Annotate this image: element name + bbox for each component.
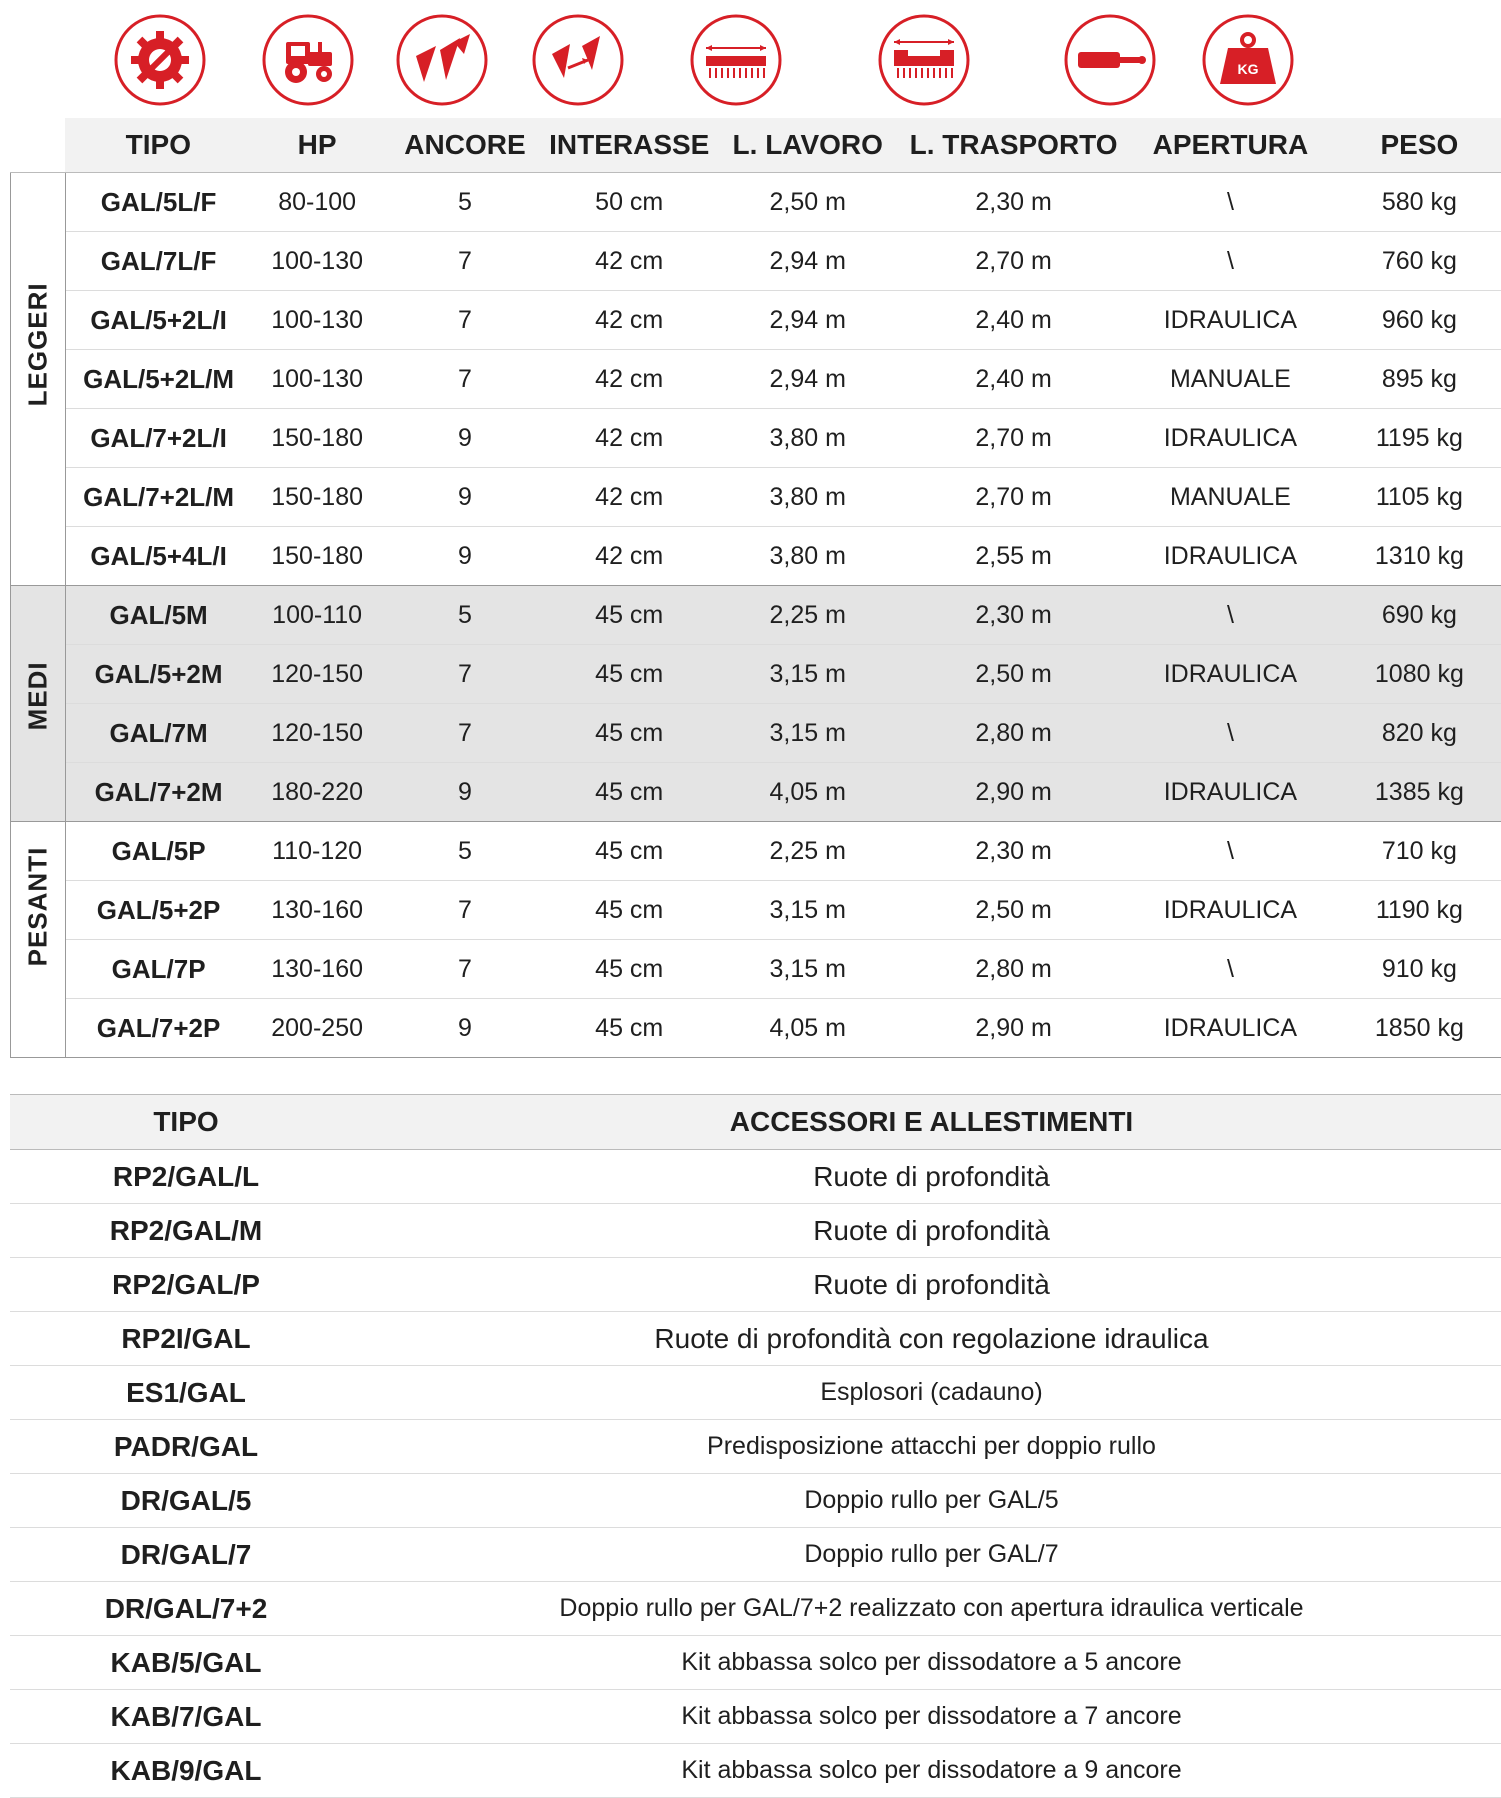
spec-row xyxy=(11,350,1501,409)
cell-ancore: 9 xyxy=(383,527,547,586)
cell-tipo: GAL/5+2L/I xyxy=(65,291,251,350)
accessory-code: DR/GAL/5 xyxy=(10,1474,362,1528)
cell-hp: 100-110 xyxy=(251,586,382,645)
tractor-icon xyxy=(260,12,356,108)
cell-trasporto: 2,90 m xyxy=(904,999,1123,1058)
cell-peso: 960 kg xyxy=(1338,291,1501,350)
accessory-row xyxy=(10,1636,1501,1690)
cell-apertura: IDRAULICA xyxy=(1123,409,1338,468)
cell-ancore: 5 xyxy=(383,173,547,232)
cell-peso: 1195 kg xyxy=(1338,409,1501,468)
cell-ancore: 7 xyxy=(383,881,547,940)
specs-header-row xyxy=(11,118,1501,173)
cell-lavoro: 3,15 m xyxy=(711,645,904,704)
cell-ancore: 9 xyxy=(383,763,547,822)
cell-lavoro: 3,80 m xyxy=(711,527,904,586)
cell-peso: 1080 kg xyxy=(1338,645,1501,704)
weight-icon xyxy=(1200,12,1296,108)
cell-apertura: IDRAULICA xyxy=(1123,881,1338,940)
cell-trasporto: 2,30 m xyxy=(904,586,1123,645)
spec-row xyxy=(11,468,1501,527)
cell-trasporto: 2,70 m xyxy=(904,468,1123,527)
cell-ancore: 9 xyxy=(383,468,547,527)
header-blank xyxy=(11,118,66,173)
cell-ancore: 7 xyxy=(383,232,547,291)
anchors-icon xyxy=(394,12,490,108)
spec-row xyxy=(11,999,1501,1058)
cell-peso: 710 kg xyxy=(1338,822,1501,881)
cell-tipo: GAL/7+2L/M xyxy=(65,468,251,527)
cell-trasporto: 2,40 m xyxy=(904,350,1123,409)
accessory-code: RP2/GAL/M xyxy=(10,1204,362,1258)
cell-tipo: GAL/7+2P xyxy=(65,999,251,1058)
cell-peso: 895 kg xyxy=(1338,350,1501,409)
spec-row xyxy=(11,940,1501,999)
cell-apertura: \ xyxy=(1123,704,1338,763)
accessory-row xyxy=(10,1690,1501,1744)
accessory-row xyxy=(10,1258,1501,1312)
accessory-row xyxy=(10,1582,1501,1636)
accessories-table xyxy=(10,1094,1501,1798)
cell-ancore: 7 xyxy=(383,940,547,999)
cell-trasporto: 2,30 m xyxy=(904,822,1123,881)
accessory-code: RP2/GAL/P xyxy=(10,1258,362,1312)
spec-row xyxy=(11,586,1501,645)
cell-interasse: 45 cm xyxy=(547,763,711,822)
cell-apertura: IDRAULICA xyxy=(1123,763,1338,822)
cell-lavoro: 4,05 m xyxy=(711,763,904,822)
cell-apertura: IDRAULICA xyxy=(1123,527,1338,586)
cell-hp: 100-130 xyxy=(251,232,382,291)
cell-hp: 100-130 xyxy=(251,350,382,409)
cell-apertura: MANUALE xyxy=(1123,350,1338,409)
cell-peso: 910 kg xyxy=(1338,940,1501,999)
header-tipo: TIPO xyxy=(65,118,251,173)
cell-trasporto: 2,55 m xyxy=(904,527,1123,586)
cell-trasporto: 2,70 m xyxy=(904,232,1123,291)
header-acc-desc: ACCESSORI E ALLESTIMENTI xyxy=(362,1095,1501,1150)
cell-interasse: 45 cm xyxy=(547,586,711,645)
cell-hp: 80-100 xyxy=(251,173,382,232)
accessory-description: Ruote di profondità xyxy=(362,1150,1501,1204)
cell-tipo: GAL/5+2P xyxy=(65,881,251,940)
cell-interasse: 42 cm xyxy=(547,468,711,527)
cell-lavoro: 2,94 m xyxy=(711,291,904,350)
cell-trasporto: 2,40 m xyxy=(904,291,1123,350)
header-ancore: ANCORE xyxy=(383,118,547,173)
cell-apertura: IDRAULICA xyxy=(1123,999,1338,1058)
cell-hp: 100-130 xyxy=(251,291,382,350)
group-label-text: PESANTI xyxy=(22,913,53,967)
cell-lavoro: 3,80 m xyxy=(711,468,904,527)
cell-lavoro: 2,94 m xyxy=(711,350,904,409)
cell-hp: 130-160 xyxy=(251,940,382,999)
cell-peso: 1310 kg xyxy=(1338,527,1501,586)
cell-apertura: \ xyxy=(1123,173,1338,232)
header-peso: PESO xyxy=(1338,118,1501,173)
cell-interasse: 45 cm xyxy=(547,822,711,881)
group-label-text: MEDI xyxy=(22,677,53,731)
cell-tipo: GAL/7M xyxy=(65,704,251,763)
cell-peso: 1105 kg xyxy=(1338,468,1501,527)
accessory-description: Kit abbassa solco per dissodatore a 7 ancore xyxy=(362,1690,1501,1744)
accessory-row xyxy=(10,1528,1501,1582)
accessory-description: Doppio rullo per GAL/5 xyxy=(362,1474,1501,1528)
accessory-code: RP2I/GAL xyxy=(10,1312,362,1366)
cell-peso: 690 kg xyxy=(1338,586,1501,645)
header-interasse: INTERASSE xyxy=(547,118,711,173)
cell-peso: 1385 kg xyxy=(1338,763,1501,822)
cell-interasse: 42 cm xyxy=(547,232,711,291)
spec-row xyxy=(11,409,1501,468)
accessory-code: KAB/7/GAL xyxy=(10,1690,362,1744)
cell-lavoro: 3,15 m xyxy=(711,704,904,763)
cell-ancore: 9 xyxy=(383,999,547,1058)
accessory-description: Kit abbassa solco per dissodatore a 9 ancore xyxy=(362,1744,1501,1798)
cell-lavoro: 3,15 m xyxy=(711,881,904,940)
icon-row xyxy=(60,0,1501,118)
cell-apertura: IDRAULICA xyxy=(1123,645,1338,704)
group-label xyxy=(11,822,66,1058)
cell-trasporto: 2,70 m xyxy=(904,409,1123,468)
cell-peso: 580 kg xyxy=(1338,173,1501,232)
cell-trasporto: 2,90 m xyxy=(904,763,1123,822)
accessory-description: Doppio rullo per GAL/7 xyxy=(362,1528,1501,1582)
cell-hp: 150-180 xyxy=(251,409,382,468)
cell-apertura: MANUALE xyxy=(1123,468,1338,527)
cell-peso: 760 kg xyxy=(1338,232,1501,291)
cell-trasporto: 2,30 m xyxy=(904,173,1123,232)
cell-apertura: \ xyxy=(1123,822,1338,881)
cell-lavoro: 2,50 m xyxy=(711,173,904,232)
cell-interasse: 45 cm xyxy=(547,645,711,704)
hydraulic-cylinder-icon xyxy=(1062,12,1158,108)
cell-ancore: 9 xyxy=(383,409,547,468)
cell-interasse: 45 cm xyxy=(547,940,711,999)
cell-ancore: 7 xyxy=(383,704,547,763)
cell-lavoro: 2,25 m xyxy=(711,586,904,645)
cell-tipo: GAL/7+2L/I xyxy=(65,409,251,468)
cell-interasse: 42 cm xyxy=(547,350,711,409)
spec-row xyxy=(11,173,1501,232)
accessory-code: KAB/9/GAL xyxy=(10,1744,362,1798)
cell-interasse: 45 cm xyxy=(547,704,711,763)
accessory-row xyxy=(10,1420,1501,1474)
spec-row xyxy=(11,822,1501,881)
cell-interasse: 42 cm xyxy=(547,291,711,350)
accessory-description: Esplosori (cadauno) xyxy=(362,1366,1501,1420)
accessory-row xyxy=(10,1744,1501,1798)
group-label xyxy=(11,586,66,822)
weight-icon-label: KG xyxy=(1238,61,1259,77)
accessory-row xyxy=(10,1204,1501,1258)
cell-interasse: 50 cm xyxy=(547,173,711,232)
cell-tipo: GAL/5P xyxy=(65,822,251,881)
cell-hp: 120-150 xyxy=(251,704,382,763)
accessory-description: Ruote di profondità xyxy=(362,1204,1501,1258)
cell-lavoro: 2,25 m xyxy=(711,822,904,881)
accessory-row xyxy=(10,1474,1501,1528)
cell-ancore: 7 xyxy=(383,350,547,409)
cell-ancore: 7 xyxy=(383,291,547,350)
cell-hp: 150-180 xyxy=(251,468,382,527)
accessory-code: KAB/5/GAL xyxy=(10,1636,362,1690)
cell-tipo: GAL/5M xyxy=(65,586,251,645)
cell-peso: 1190 kg xyxy=(1338,881,1501,940)
spec-row xyxy=(11,881,1501,940)
cell-ancore: 5 xyxy=(383,822,547,881)
header-hp: HP xyxy=(251,118,382,173)
cell-trasporto: 2,80 m xyxy=(904,704,1123,763)
cell-tipo: GAL/5+4L/I xyxy=(65,527,251,586)
accessory-row xyxy=(10,1366,1501,1420)
cell-tipo: GAL/5+2L/M xyxy=(65,350,251,409)
accessory-description: Ruote di profondità con regolazione idraulica xyxy=(362,1312,1501,1366)
cell-tipo: GAL/7L/F xyxy=(65,232,251,291)
cell-lavoro: 3,80 m xyxy=(711,409,904,468)
cell-hp: 120-150 xyxy=(251,645,382,704)
spec-row xyxy=(11,645,1501,704)
cell-apertura: \ xyxy=(1123,586,1338,645)
header-apertura: APERTURA xyxy=(1123,118,1338,173)
header-trasporto: L. TRASPORTO xyxy=(904,118,1123,173)
cell-tipo: GAL/7+2M xyxy=(65,763,251,822)
cell-trasporto: 2,50 m xyxy=(904,881,1123,940)
cell-hp: 180-220 xyxy=(251,763,382,822)
spacing-icon xyxy=(530,12,626,108)
accessory-code: DR/GAL/7+2 xyxy=(10,1582,362,1636)
cell-hp: 150-180 xyxy=(251,527,382,586)
spec-row xyxy=(11,527,1501,586)
cell-interasse: 45 cm xyxy=(547,881,711,940)
cell-peso: 820 kg xyxy=(1338,704,1501,763)
service-icon xyxy=(112,12,208,108)
cell-interasse: 42 cm xyxy=(547,409,711,468)
cell-lavoro: 2,94 m xyxy=(711,232,904,291)
cell-peso: 1850 kg xyxy=(1338,999,1501,1058)
spec-row xyxy=(11,291,1501,350)
accessory-row xyxy=(10,1150,1501,1204)
cell-hp: 130-160 xyxy=(251,881,382,940)
cell-ancore: 5 xyxy=(383,586,547,645)
work-width-icon xyxy=(688,12,784,108)
cell-apertura: IDRAULICA xyxy=(1123,291,1338,350)
cell-tipo: GAL/7P xyxy=(65,940,251,999)
header-acc-tipo: TIPO xyxy=(10,1095,362,1150)
accessory-code: ES1/GAL xyxy=(10,1366,362,1420)
cell-interasse: 42 cm xyxy=(547,527,711,586)
accessory-row xyxy=(10,1312,1501,1366)
group-label xyxy=(11,173,66,586)
accessory-description: Predisposizione attacchi per doppio rullo xyxy=(362,1420,1501,1474)
group-label-text: LEGGERI xyxy=(22,352,53,406)
cell-tipo: GAL/5+2M xyxy=(65,645,251,704)
accessories-header-row xyxy=(10,1095,1501,1150)
accessory-description: Ruote di profondità xyxy=(362,1258,1501,1312)
cell-lavoro: 4,05 m xyxy=(711,999,904,1058)
cell-ancore: 7 xyxy=(383,645,547,704)
cell-apertura: \ xyxy=(1123,232,1338,291)
accessory-description: Doppio rullo per GAL/7+2 realizzato con apertura idraulica verticale xyxy=(362,1582,1501,1636)
cell-hp: 110-120 xyxy=(251,822,382,881)
spec-row xyxy=(11,704,1501,763)
cell-apertura: \ xyxy=(1123,940,1338,999)
cell-hp: 200-250 xyxy=(251,999,382,1058)
specs-table xyxy=(10,118,1501,1058)
cell-lavoro: 3,15 m xyxy=(711,940,904,999)
spec-row xyxy=(11,232,1501,291)
spec-row xyxy=(11,763,1501,822)
accessory-description: Kit abbassa solco per dissodatore a 5 ancore xyxy=(362,1636,1501,1690)
accessory-code: DR/GAL/7 xyxy=(10,1528,362,1582)
cell-interasse: 45 cm xyxy=(547,999,711,1058)
header-lavoro: L. LAVORO xyxy=(711,118,904,173)
accessory-code: PADR/GAL xyxy=(10,1420,362,1474)
cell-tipo: GAL/5L/F xyxy=(65,173,251,232)
transport-width-icon xyxy=(876,12,972,108)
accessory-code: RP2/GAL/L xyxy=(10,1150,362,1204)
cell-trasporto: 2,50 m xyxy=(904,645,1123,704)
cell-trasporto: 2,80 m xyxy=(904,940,1123,999)
